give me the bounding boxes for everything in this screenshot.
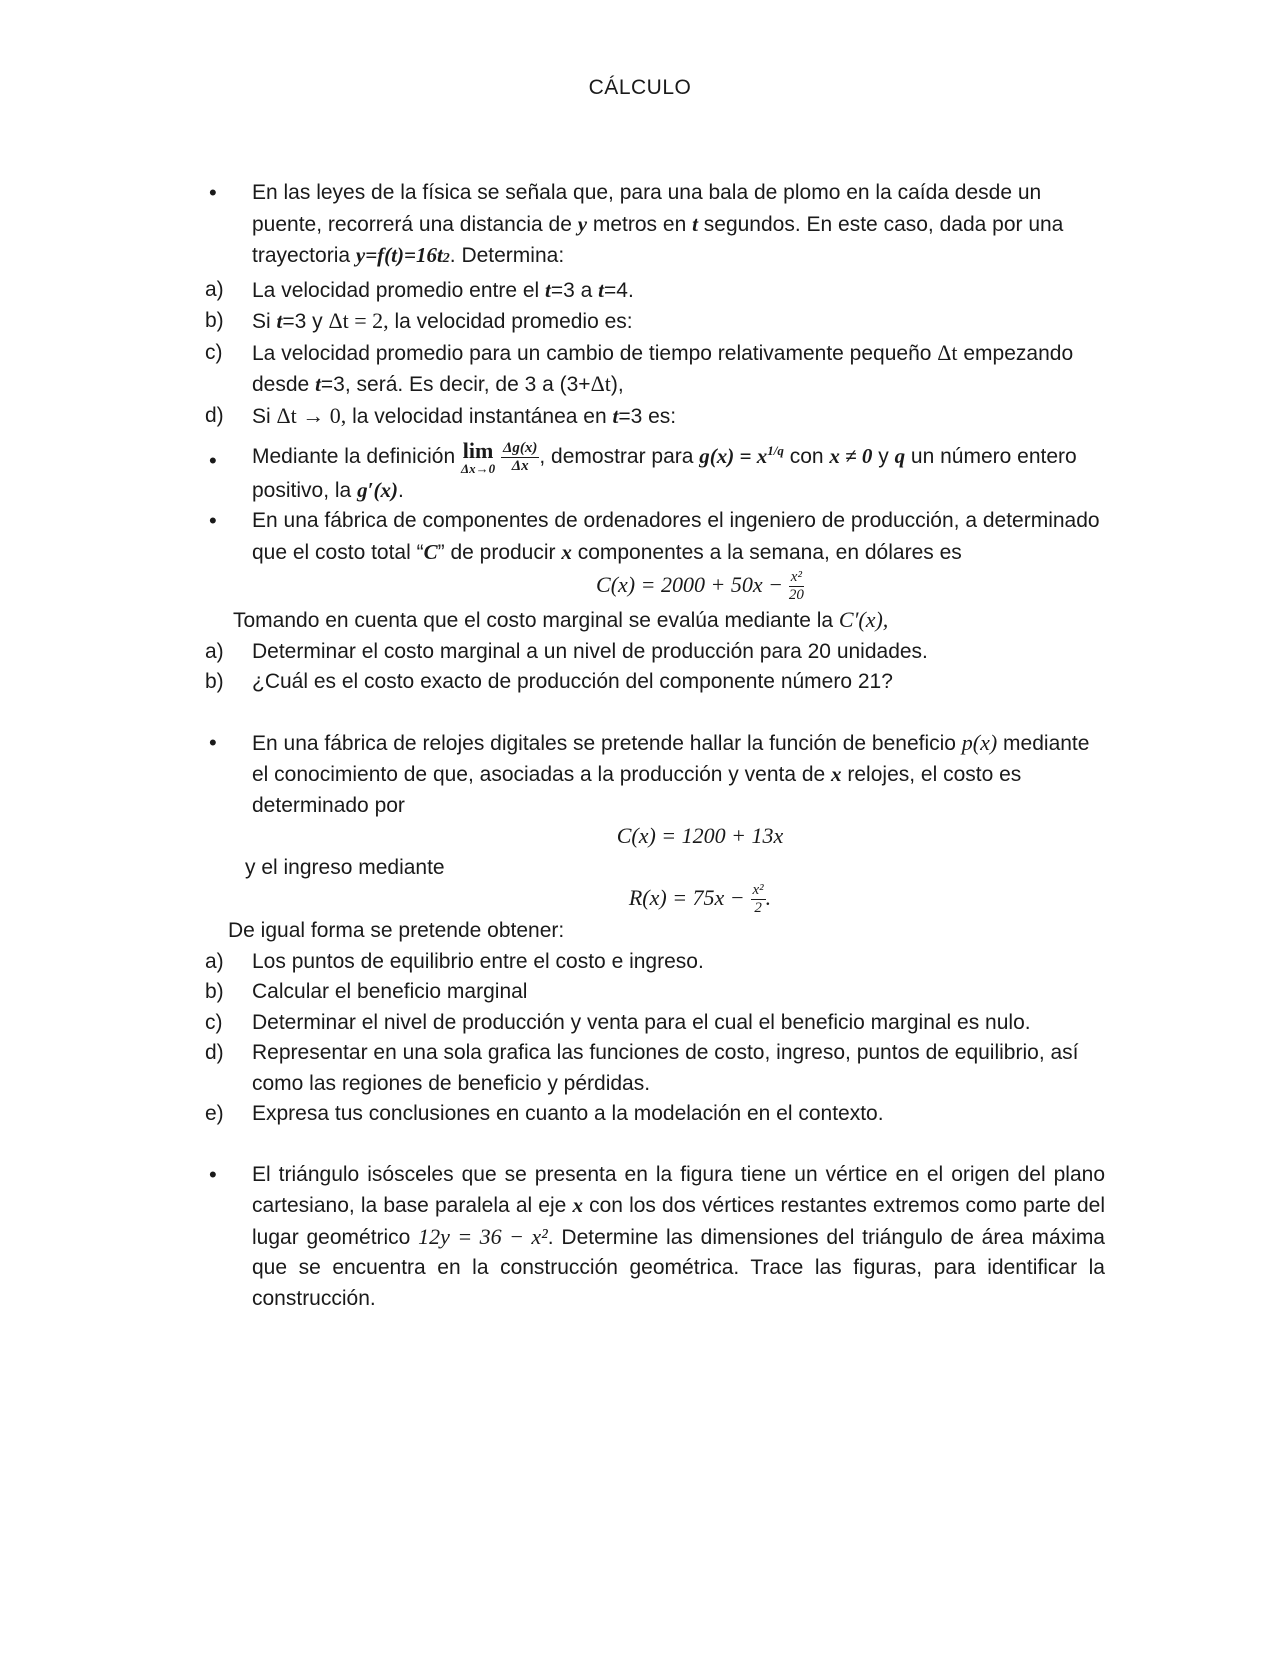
problem-4-d: d) Representar en una sola grafica las funciones de costo, ingreso, puntos de equilibrio, así como las regiones de beneficio y pérdidas. xyxy=(205,1041,1079,1095)
problem-1: • En las leyes de la física se señala que, para una bala de plomo en la caída desde un puente, recorrerá una distancia de y metros en t segundos. En este caso, dada por una trayectoria y=f(t)=16t2. Determina: xyxy=(209,180,1064,267)
income-intro: y el ingreso mediante xyxy=(245,855,445,879)
problem-3-context: Tomando en cuenta que el costo marginal se evalúa mediante la C′(x), xyxy=(233,607,889,633)
bullet-marker: • xyxy=(209,180,217,205)
problem-3: • En una fábrica de componentes de ordenadores el ingeniero de producción, a determinado que el costo total “C” de producir x componentes a la semana, en dólares es xyxy=(209,508,1100,564)
cost-function-equation: C(x) = 1200 + 13x xyxy=(616,823,784,849)
bullet-marker: • xyxy=(209,1161,217,1187)
problem-4-c: c) Determinar el nivel de producción y venta para el cual el beneficio marginal es nulo. xyxy=(205,1010,1031,1034)
problem-4-b: b) Calcular el beneficio marginal xyxy=(205,980,528,1004)
cost-equation: C(x) = 2000 + 50x − $\frac{\text{x²}}{20}$ xyxy=(596,569,804,604)
problem-3-b: b) ¿Cuál es el costo exacto de producción del componente número 21? xyxy=(205,670,893,694)
problem-3-a: a) Determinar el costo marginal a un nivel de producción para 20 unidades. xyxy=(205,639,928,663)
document-body xyxy=(205,178,1105,1314)
problem-5: • El triángulo isósceles que se presenta en la figura tiene un vértice en el origen del plano cartesiano, la base paralela al eje x con los dos vértices restantes extremos como parte del lugar geométrico 12y = 36 − x². Determine las dimensiones del triángulo de área máxima que se encuentra en la construcción geométrica. Trace las figuras, para identificar la construcción. xyxy=(209,1161,1106,1310)
problem-4-obtain: De igual forma se pretende obtener: xyxy=(228,919,565,943)
problem-4-e: e) Expresa tus conclusiones en cuanto a la modelación en el contexto. xyxy=(205,1102,884,1126)
problem-2: • Mediante la definición lim Δx→0 $\frac{\Delta g(x)}{\Delta x}$ , demostrar para $g(x) = x^{1/q}$ con x ≠ 0 y q un número entero positivo, la g′(x). xyxy=(209,437,1077,502)
problem-4-a: a) Los puntos de equilibrio entre el costo e ingreso. xyxy=(205,949,704,973)
fraction-delta-g: $\frac{\Delta g(x)}{\Delta x}$ xyxy=(502,439,538,474)
bullet-marker: • xyxy=(209,448,217,473)
problem-1-d: d) Si Δt → 0, la velocidad instantánea en t=3 es: xyxy=(205,402,677,428)
problem-4: • En una fábrica de relojes digitales se pretende hallar la función de beneficio p(x) mediante el conocimiento de que, asociadas a la producción y venta de x relojes, el costo es determinado por xyxy=(209,729,1090,817)
problem-1-b: b) Si t=3 y Δt = 2, la velocidad promedio es: xyxy=(205,308,633,333)
income-equation: R(x) = 75x − $\frac{\text{x²}}{2}$ . xyxy=(628,882,772,917)
problem-1-a: a) La velocidad promedio entre el t=3 a t=4. xyxy=(205,277,634,302)
page-title: CÁLCULO xyxy=(588,76,692,99)
problem-1-c: c) La velocidad promedio para un cambio de tiempo relativamente pequeño Δt empezando desde t=3, será. Es decir, de 3 a (3+Δt), xyxy=(205,339,1074,396)
bullet-marker: • xyxy=(209,729,217,755)
bullet-marker: • xyxy=(209,508,217,534)
limit-expression: lim Δx→0 xyxy=(460,437,496,476)
